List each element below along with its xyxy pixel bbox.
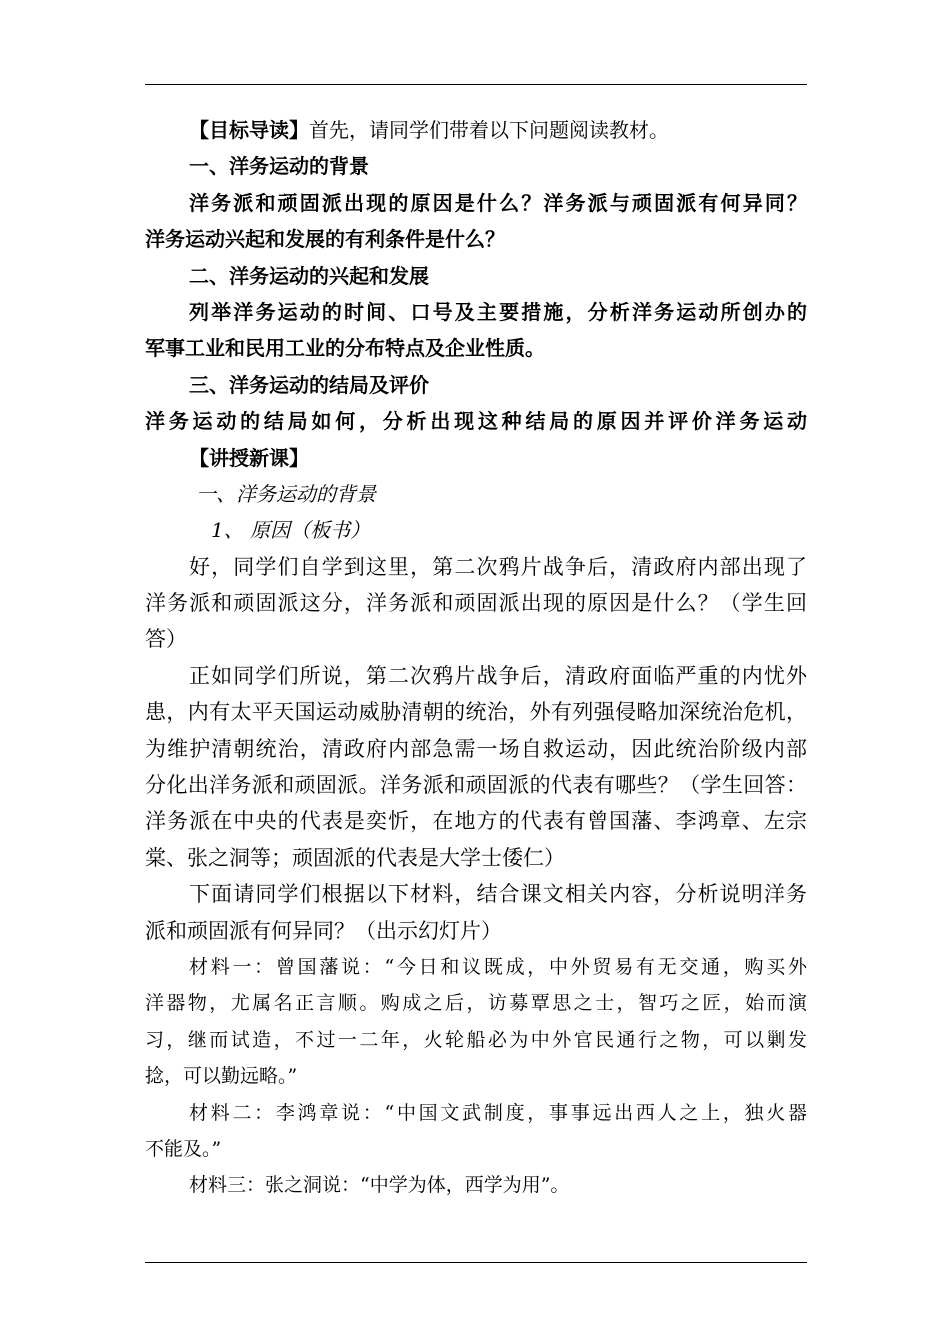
question-line: 洋务运动兴起和发展的有利条件是什么？ xyxy=(145,227,505,252)
material-quote-line: 不能及。” xyxy=(145,1137,222,1160)
paragraph-line: 好，同学们自学到这里，第二次鸦片战争后，清政府内部出现了 xyxy=(189,554,807,579)
material-quote-line: 习，继而试造，不过一二年，火轮船必为中外官民通行之物，可以剿发 xyxy=(145,1028,807,1051)
document-body xyxy=(145,112,807,1204)
lesson-section-title: 一、洋务运动的背景 xyxy=(196,481,376,506)
material-quote-line: 材料二：李鸿章说：“中国文武制度，事事远出西人之上，独火器 xyxy=(189,1101,807,1124)
section-heading-1: 一、洋务运动的背景 xyxy=(189,154,369,179)
goal-reading-intro xyxy=(145,112,807,148)
paragraph-line: 洋务派和顽固派这分，洋务派和顽固派出现的原因是什么？（学生回 xyxy=(145,591,807,616)
footer-rule xyxy=(145,1262,807,1263)
paragraph-line: 分化出洋务派和顽固派。洋务派和顽固派的代表有哪些？（学生回答： xyxy=(145,773,807,798)
paragraph-line: 患，内有太平天国运动威胁清朝的统治，外有列强侵略加深统治危机， xyxy=(145,700,807,725)
question-line: 洋务运动的结局如何，分析出现这种结局的原因并评价洋务运动 xyxy=(145,409,807,434)
question-line: 军事工业和民用工业的分布特点及企业性质。 xyxy=(145,336,545,361)
paragraph-line: 正如同学们所说，第二次鸦片战争后，清政府面临严重的内忧外 xyxy=(189,663,807,688)
question-line: 洋务派和顽固派出现的原因是什么？洋务派与顽固派有何异同？ xyxy=(189,190,807,215)
header-rule xyxy=(145,84,807,85)
new-lesson-heading: 【讲授新课】 xyxy=(189,445,309,470)
paragraph-line: 洋务派在中央的代表是奕忻，在地方的代表有曾国藩、李鸿章、左宗 xyxy=(145,809,807,834)
paragraph-line: 下面请同学们根据以下材料，结合课文相关内容，分析说明洋务 xyxy=(189,882,807,907)
material-quote-line: 材料三：张之洞说：“中学为体，西学为用”。 xyxy=(189,1174,570,1197)
material-quote-line: 材料一：曾国藩说：“今日和议既成，中外贸易有无交通，购买外 xyxy=(189,955,807,978)
paragraph-line: 答） xyxy=(145,627,187,652)
paragraph-line: 派和顽固派有何异同？（出示幻灯片） xyxy=(145,918,502,943)
question-line: 列举洋务运动的时间、口号及主要措施，分析洋务运动所创办的 xyxy=(189,299,807,324)
goal-reading-label: 【目标导读】 xyxy=(189,118,309,142)
material-quote-line: 捻，可以勤远略。” xyxy=(145,1065,298,1088)
paragraph-line: 为维护清朝统治，清政府内部急需一场自救运动，因此统治阶级内部 xyxy=(145,736,807,761)
material-quote-line: 洋器物，尤属名正言顺。购成之后，访募覃思之士，智巧之匠，始而演 xyxy=(145,992,807,1015)
paragraph-line: 棠、张之洞等；顽固派的代表是大学士倭仁） xyxy=(145,845,565,870)
section-heading-3: 三、洋务运动的结局及评价 xyxy=(189,372,429,397)
goal-reading-text: 首先，请同学们带着以下问题阅读教材。 xyxy=(309,118,669,142)
lesson-subsection-title: 1、 原因（板书） xyxy=(211,518,371,543)
section-heading-2: 二、洋务运动的兴起和发展 xyxy=(189,263,429,288)
